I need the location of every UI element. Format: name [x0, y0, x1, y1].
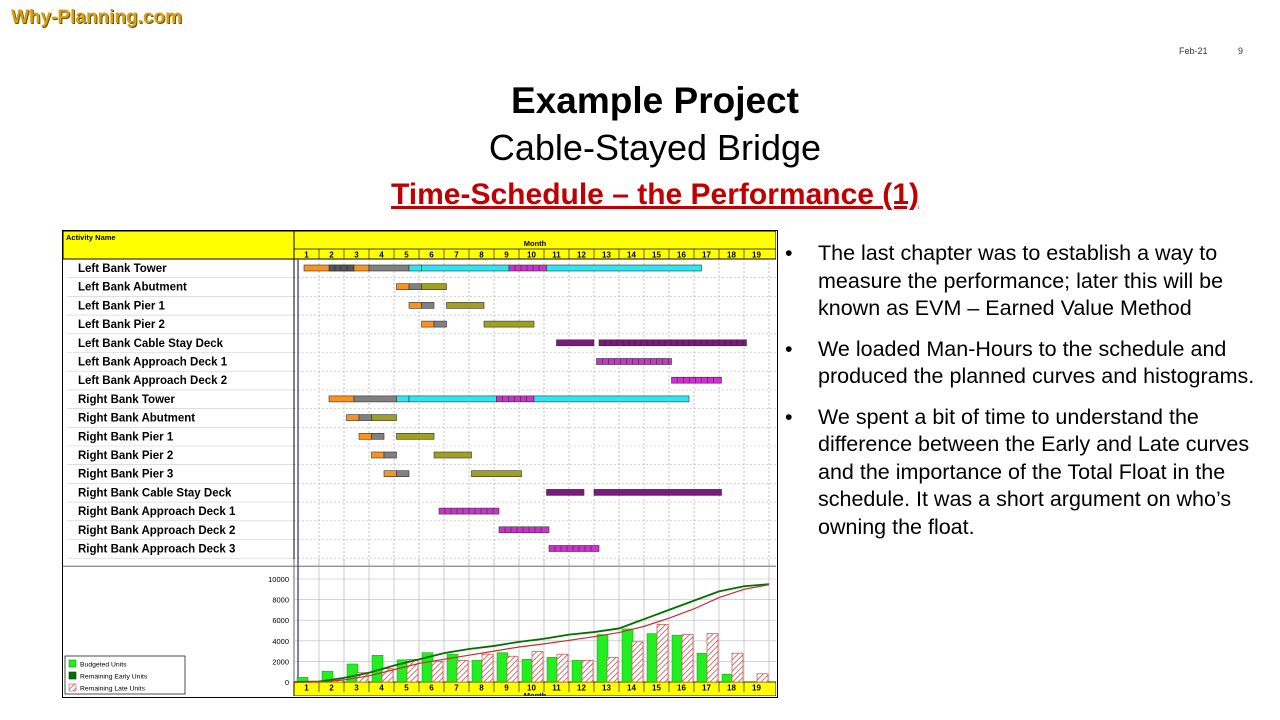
remaining-late-units-bar — [507, 656, 518, 682]
activity-bar — [672, 377, 722, 383]
month-tick-label: 12 — [577, 250, 586, 260]
bottom-month-tick-label: 3 — [354, 683, 359, 693]
month-tick-label: 13 — [602, 250, 611, 260]
remaining-late-units-bar — [457, 660, 468, 682]
activity-name: Right Bank Cable Stay Deck — [78, 487, 232, 500]
bullet-item — [785, 240, 1255, 323]
bullet-text: We loaded Man-Hours to the schedule and produced the planned curves and histograms. — [818, 336, 1255, 388]
bullet-dot-icon: • — [785, 336, 793, 361]
activity-bar — [372, 452, 385, 458]
activity-bar — [329, 396, 354, 402]
activity-bar — [409, 302, 422, 308]
activity-bar — [369, 265, 409, 271]
bottom-month-tick-label: 7 — [454, 683, 459, 693]
remaining-late-units-bar — [432, 661, 443, 682]
activity-bar — [384, 452, 397, 458]
activity-bar — [499, 527, 549, 533]
legend-label: Budgeted Units — [80, 661, 127, 669]
activity-name: Left Bank Pier 2 — [78, 319, 165, 332]
activity-name: Left Bank Abutment — [78, 281, 187, 294]
activity-bar — [409, 265, 422, 271]
activity-bar — [372, 433, 385, 439]
activity-bar — [354, 396, 397, 402]
legend-label: Remaining Early Units — [80, 673, 148, 681]
bullet-item — [785, 336, 1255, 391]
activity-name: Right Bank Pier 2 — [78, 450, 174, 462]
activity-bar — [472, 471, 522, 477]
bottom-month-tick-label: 10 — [527, 683, 536, 693]
activity-bar — [484, 321, 534, 327]
activity-bar — [372, 415, 397, 421]
bottom-month-tick-label: 18 — [727, 683, 736, 693]
bottom-month-tick-label: 13 — [602, 683, 611, 693]
bottom-month-tick-label: 4 — [379, 683, 384, 693]
bottom-month-tick-label: 2 — [329, 683, 334, 693]
activity-name: Right Bank Approach Deck 3 — [78, 543, 236, 556]
bottom-month-tick-label: 6 — [429, 683, 434, 693]
activity-bar — [594, 489, 722, 495]
bullet-text: We spent a bit of time to understand the difference between the Early and Late curves and the importance of the Total Float in the schedule. It was a short argument on who’s owning the float. — [818, 404, 1250, 539]
activity-bar — [422, 321, 435, 327]
activity-bar — [422, 265, 510, 271]
slide-heading: Time-Schedule – the Performance (1) — [391, 178, 919, 211]
bottom-month-tick-label: 11 — [552, 683, 561, 693]
budgeted-units-bar — [722, 674, 733, 682]
activity-bar — [557, 340, 595, 346]
budgeted-units-bar — [472, 660, 483, 682]
month-tick-label: 17 — [702, 250, 711, 260]
activity-bar — [354, 265, 369, 271]
activity-bar — [597, 359, 672, 365]
activity-bar — [347, 415, 360, 421]
activity-bar — [329, 265, 354, 271]
activity-bar — [497, 396, 535, 402]
remaining-late-units-bar — [582, 660, 593, 682]
y-tick-label: 4000 — [272, 636, 289, 646]
slide-subtitle: Cable-Stayed Bridge — [488, 127, 822, 168]
activity-name: Right Bank Pier 3 — [78, 468, 174, 481]
activity-name-header-label: Activity Name — [66, 233, 116, 242]
month-tick-label: 11 — [552, 250, 561, 260]
activity-bar — [397, 396, 410, 402]
budgeted-units-bar — [497, 653, 508, 682]
activity-bar — [547, 265, 702, 271]
activity-bar — [397, 284, 410, 290]
activity-bar — [359, 415, 372, 421]
month-tick-label: 9 — [504, 250, 509, 260]
remaining-late-units-bar — [557, 654, 568, 682]
y-tick-label: 0 — [284, 678, 289, 687]
month-tick-label: 5 — [404, 250, 409, 260]
activity-name: Left Bank Approach Deck 1 — [78, 356, 228, 369]
activity-bar — [409, 396, 497, 402]
activity-bar — [409, 284, 422, 290]
bullet-item — [785, 404, 1255, 542]
bottom-month-tick-label: 12 — [577, 683, 586, 693]
bottom-month-tick-label: 8 — [479, 683, 484, 693]
activity-bar — [549, 546, 599, 552]
activity-bar — [534, 396, 689, 402]
x-axis-label: Month — [523, 691, 547, 696]
activity-bar — [359, 433, 372, 439]
y-tick-label: 6000 — [272, 616, 289, 626]
remaining-late-units-bar — [482, 654, 493, 682]
remaining-late-units-bar — [657, 624, 668, 682]
activity-bar — [599, 340, 747, 346]
bottom-month-tick-label: 15 — [652, 683, 661, 693]
month-tick-label: 1 — [304, 250, 309, 260]
month-tick-label: 7 — [454, 250, 459, 260]
bottom-month-tick-label: 19 — [752, 683, 761, 693]
slide-title: Example Project — [511, 80, 799, 121]
budgeted-units-bar — [672, 635, 683, 682]
remaining-late-units-bar — [682, 635, 693, 682]
month-tick-label: 3 — [354, 250, 359, 260]
slide-date: Feb-21 — [1179, 46, 1208, 56]
slide-page-number: 9 — [1238, 46, 1244, 56]
remaining-late-units-bar — [732, 653, 743, 682]
bullet-text: The last chapter was to establish a way to measure the performance; later this will be known as EVM – Earned Value Method — [818, 241, 1224, 320]
month-tick-label: 8 — [479, 250, 484, 260]
bottom-month-tick-label: 16 — [677, 683, 686, 693]
activity-bar — [422, 284, 447, 290]
activity-name: Right Bank Approach Deck 2 — [78, 524, 236, 537]
remaining-late-units-bar — [607, 657, 618, 682]
legend-swatch — [69, 660, 76, 667]
activity-name: Right Bank Abutment — [78, 412, 196, 425]
budgeted-units-bar — [547, 657, 558, 682]
activity-name: Right Bank Tower — [78, 393, 175, 406]
legend-swatch — [69, 672, 76, 679]
bullet-dot-icon: • — [785, 241, 793, 265]
bottom-month-tick-label: 14 — [627, 683, 636, 693]
activity-bar — [509, 265, 547, 271]
bullet-list — [785, 240, 1255, 554]
bottom-month-tick-label: 9 — [504, 683, 509, 693]
activity-name: Left Bank Approach Deck 2 — [78, 375, 228, 388]
month-tick-label: 14 — [627, 250, 636, 260]
site-logo: Why-Planning.com — [11, 7, 182, 28]
activity-bar — [397, 471, 410, 477]
budgeted-units-bar — [697, 653, 708, 682]
month-tick-label: 10 — [527, 250, 536, 260]
activity-bar — [434, 452, 472, 458]
month-tick-label: 15 — [652, 250, 661, 260]
activity-bar — [547, 489, 585, 495]
month-tick-label: 16 — [677, 250, 686, 260]
remaining-late-units-bar — [757, 674, 768, 682]
activity-bar — [422, 302, 435, 308]
bullet-dot-icon: • — [785, 404, 793, 429]
activity-name: Right Bank Approach Deck 1 — [78, 506, 236, 519]
activity-name: Left Bank Tower — [78, 263, 167, 275]
y-tick-label: 10000 — [268, 575, 289, 584]
bottom-month-tick-label: 5 — [404, 683, 409, 693]
activity-bar — [397, 433, 435, 439]
month-tick-label: 18 — [727, 250, 736, 260]
activity-name: Right Bank Pier 1 — [78, 431, 174, 444]
activity-bar — [384, 471, 397, 477]
y-tick-label: 2000 — [272, 657, 289, 667]
remaining-late-units-bar — [707, 634, 718, 682]
budgeted-units-bar — [622, 629, 633, 682]
bottom-month-tick-label: 1 — [304, 683, 309, 693]
budgeted-units-bar — [572, 660, 583, 682]
activity-bar — [447, 302, 485, 308]
budgeted-units-bar — [522, 659, 533, 682]
month-tick-label: 19 — [752, 250, 761, 260]
month-tick-label: 2 — [329, 250, 334, 260]
month-header-label: Month — [523, 239, 547, 248]
remaining-late-units-bar — [532, 652, 543, 682]
activity-name: Left Bank Pier 1 — [78, 300, 165, 313]
budgeted-units-bar — [597, 635, 608, 682]
legend-swatch — [69, 684, 76, 691]
schedule-chart — [62, 230, 778, 698]
y-tick-label: 8000 — [272, 595, 289, 605]
remaining-late-units-bar — [632, 642, 643, 682]
bottom-month-tick-label: 17 — [702, 683, 711, 693]
activity-bar — [434, 321, 447, 327]
budgeted-units-bar — [647, 634, 658, 682]
month-tick-label: 4 — [379, 250, 384, 260]
schedule-chart-svg — [63, 231, 776, 696]
month-tick-label: 6 — [429, 250, 434, 260]
activity-name: Left Bank Cable Stay Deck — [78, 337, 224, 350]
legend-label: Remaining Late Units — [80, 685, 145, 693]
